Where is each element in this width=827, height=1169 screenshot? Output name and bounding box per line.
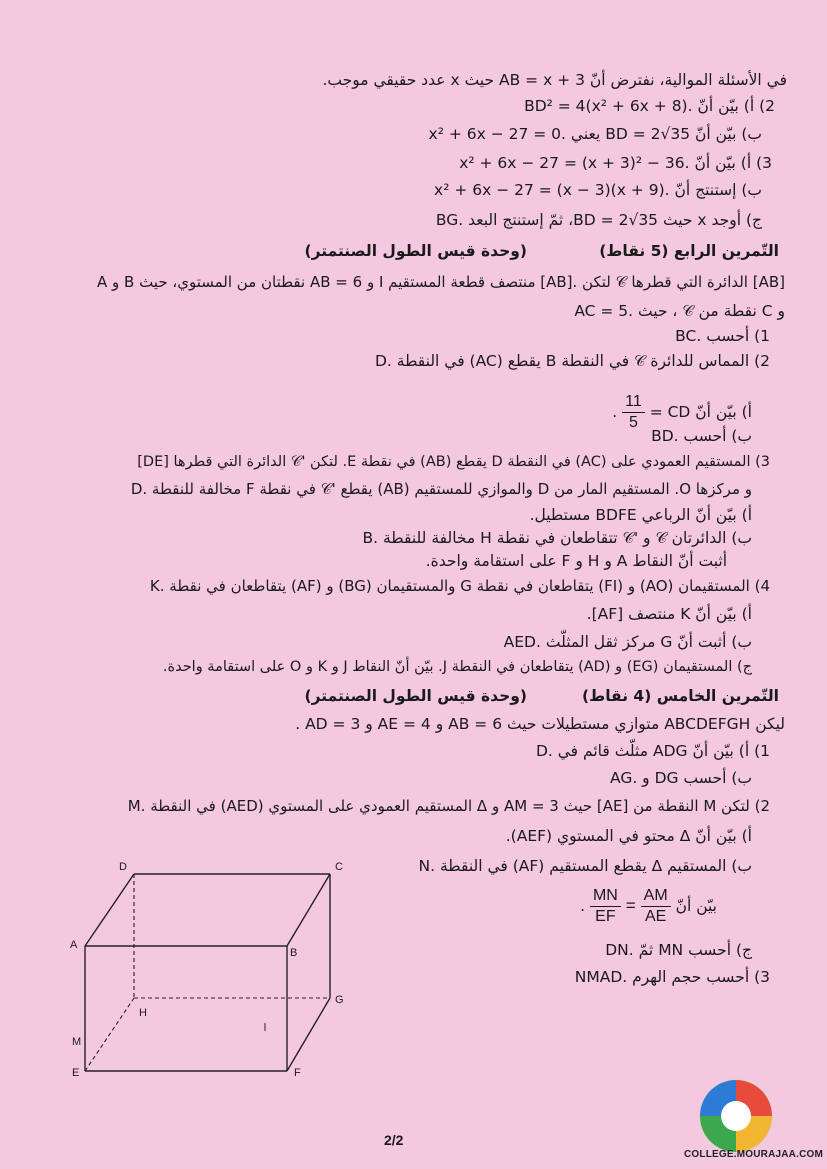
text-line-ex4-q1: 1) أحسب .BC xyxy=(675,327,770,345)
text-line-intro: في الأسئلة الموالية، نفترض أنّ AB = x + 3 حيث x عدد حقيقي موجب. xyxy=(322,71,787,89)
label-c: C xyxy=(335,861,343,873)
text-line-ex5-q2b-ratio: بيّن أنّ $\frac{AM}{AE}$ = $\frac{MN}{EF}$ . xyxy=(580,887,717,925)
edge-bc xyxy=(287,874,330,946)
text-line-ex4-q4b: ب) أثبت أنّ G مركز ثقل المثلّث .AED xyxy=(503,633,752,651)
fraction-am-ae xyxy=(641,886,671,927)
site-logo-text: COLLEGE.MOURAJAA.COM xyxy=(684,1149,823,1160)
text-line-q2a: 2) أ) بيّن أنّ .BD² = 4(x² + 6x + 8) xyxy=(524,97,775,115)
edge-fg xyxy=(287,998,330,1071)
exercise-4-title: التّمرين الرابع (5 نقاط) xyxy=(599,242,779,260)
text-line-ex5-statement: ليكن ABCDEFGH متوازي مستطيلات حيث AB = 6 و AE = 4 و AD = 3 . xyxy=(295,715,785,733)
text-line-ex5-q2b: ب) المستقيم Δ يقطع المستقيم (AF) في النقطة .N xyxy=(418,857,752,875)
text-line-ex4-q2b: ب) أحسب .BD xyxy=(651,427,752,445)
text-line-ex4-q3b: ب) الدائرتان 𝒞 و '𝒞 تتقاطعان في نقطة H مخالفة للنقطة .B xyxy=(362,529,752,547)
page-number: 2/2 xyxy=(384,1132,404,1148)
text-line-q3c: ج) أوجد x حيث BD = 2√35، ثمّ إستنتج البعد .BG xyxy=(435,211,762,229)
text-line-ex5-q2: 2) لتكن M النقطة من [AE] حيث AM = 3 و Δ المستقيم العمودي على المستوي (AED) في النقطة .M xyxy=(127,797,770,815)
label-m: M xyxy=(72,1036,82,1048)
label-g: G xyxy=(335,994,344,1006)
text-line-ex4-statement: A و B نقطتان من المستوي، حيث AB = 6 و I منتصف قطعة المستقيم [AB]. لتكن 𝒞 الدائرة التي قطرها [AB] xyxy=(96,273,785,291)
fraction-mn-ef xyxy=(590,886,621,927)
fraction-denominator: AE xyxy=(644,908,667,925)
hidden-edge-eh xyxy=(85,998,134,1071)
fraction-11-5 xyxy=(622,392,645,433)
fraction-numerator: AM xyxy=(641,886,671,907)
text-line-ex4-q3: 3) المستقيم العمودي على (AC) في النقطة D يقطع (AB) في نقطة E. لتكن '𝒞 الدائرة التي قطرها [DE] xyxy=(137,454,770,470)
text-line-ex4-q4c: ج) المستقيمان (EG) و (AD) يتقاطعان في النقطة J. بيّن أنّ النقاط J و K و O على استقامة واحدة. xyxy=(162,659,752,675)
label-h: H xyxy=(139,1007,147,1019)
text-line-ex5-q2c: ج) أحسب MN ثمّ .DN xyxy=(605,941,752,959)
fraction-numerator: MN xyxy=(590,886,621,907)
text-line-q3b: ب) إستنتج أنّ .x² + 6x − 27 = (x − 3)(x + 9) xyxy=(434,181,762,199)
text-line-ex5-q1b: ب) أحسب DG و .AG xyxy=(609,769,752,787)
edge-ad xyxy=(85,874,134,946)
text-line-ex5-q3: 3) أحسب حجم الهرم .NMAD xyxy=(574,968,770,986)
cuboid-figure xyxy=(62,858,362,1088)
exercise-4-unit: (وحدة قيس الطول الصنتمتر) xyxy=(304,242,527,260)
label-e: E xyxy=(72,1067,80,1079)
text-line-ex4-q2a: أ) بيّن أنّ CD = $\frac{11}{5}$ . xyxy=(612,393,752,431)
text-line-ex4-q3a: أ) بيّن أنّ الرباعي BDFE مستطيل. xyxy=(529,506,752,524)
text-line-ex5-q2a: أ) بيّن أنّ Δ محتو في المستوي (AEF). xyxy=(505,827,752,845)
exercise-5-title: التّمرين الخامس (4 نقاط) xyxy=(582,687,779,705)
ratio-prefix: بيّن أنّ xyxy=(675,897,717,915)
text-line-ex4-q4: 4) المستقيمان (AO) و (FI) يتقاطعان في نقطة G والمستقيمان (BG) و (AF) يتقاطعان في نقطة .K xyxy=(149,577,770,595)
fraction-denominator: EF xyxy=(595,908,616,925)
fraction-denominator: 5 xyxy=(628,414,638,431)
text-line-ex4-q4a: أ) بيّن أنّ K منتصف [AF]. xyxy=(586,605,752,623)
label-f: F xyxy=(294,1067,301,1079)
exercise-5-unit: (وحدة قيس الطول الصنتمتر) xyxy=(304,687,527,705)
text-line-ex4-q3-cont: و مركزها O. المستقيم المار من D والموازي للمستقيم (AB) يقطع '𝒞 في نقطة F مخالفة للنقطة .D xyxy=(130,480,752,498)
text-line-ex4-q3b-cont: أثبت أنّ النقاط A و H و F على استقامة واحدة. xyxy=(425,552,727,570)
text-line-ex5-q1a: 1) أ) بيّن أنّ ADG مثلّث قائم في .D xyxy=(535,742,770,760)
label-d: D xyxy=(119,861,127,873)
fraction-numerator: 11 xyxy=(622,392,645,413)
text-line-ex4-q2: 2) المماس للدائرة 𝒞 في النقطة B يقطع (AC) في النقطة .D xyxy=(374,352,770,370)
q2a-prefix: أ) بيّن أنّ CD = xyxy=(649,403,752,421)
label-b: B xyxy=(290,947,298,959)
text-line-ex4-point-c: و C نقطة من 𝒞 ، حيث .AC = 5 xyxy=(574,302,785,320)
text-line-q2b: ب) بيّن أنّ BD = 2√35 يعني .x² + 6x − 27 = 0 xyxy=(428,125,762,143)
text-line-q3a: 3) أ) بيّن أنّ .x² + 6x − 27 = (x + 3)² − 36 xyxy=(459,154,772,172)
label-a: A xyxy=(70,939,78,951)
